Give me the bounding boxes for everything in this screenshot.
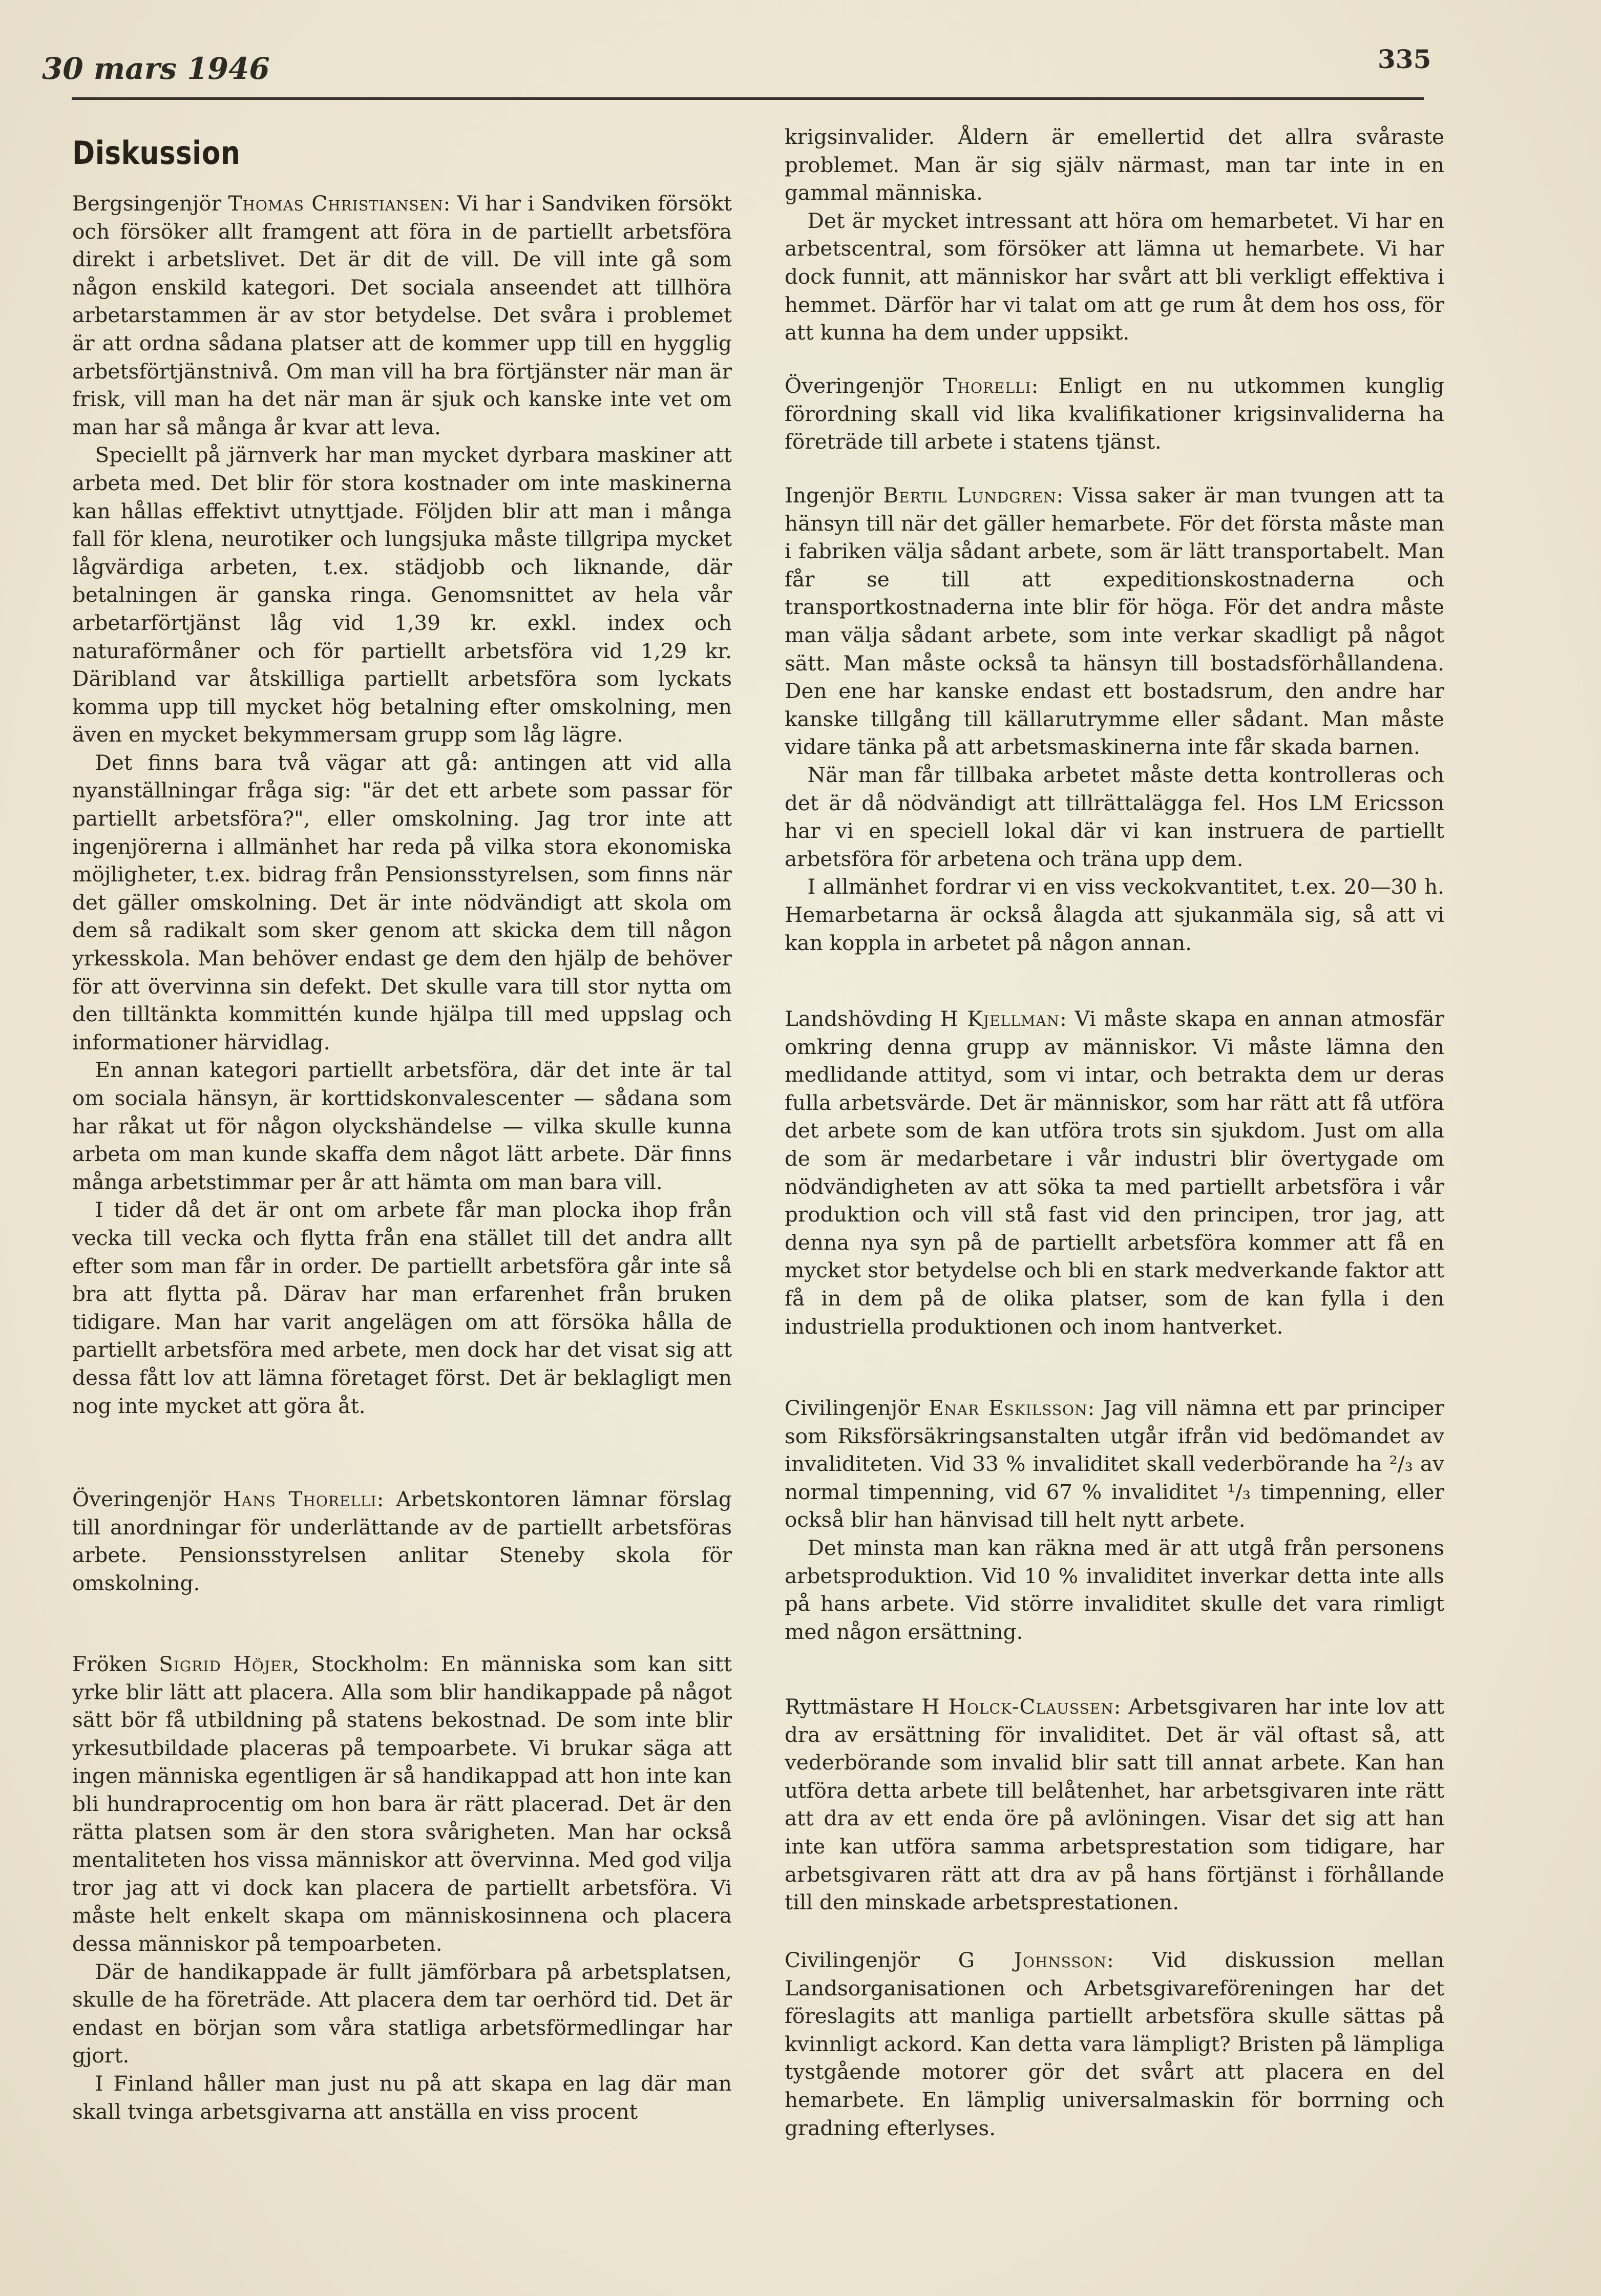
- speech-block: [785, 1005, 1444, 1340]
- speech-block: [785, 1394, 1444, 1646]
- speaker-name: Hans Thorelli: [223, 1487, 377, 1511]
- speaker-title: Överingenjör: [785, 373, 923, 398]
- speech-block: [72, 189, 732, 1420]
- speaker-name: Thorelli: [943, 373, 1031, 398]
- speech-text: Arbetskontoren lämnar förslag till anordningar för underlättande av de partiellt arbetsföras arbete. Pensionsstyrelsen anlitar Steneby skola för omskolning.: [72, 1487, 732, 1595]
- speaker-name: Sigrid Höjer: [159, 1652, 293, 1676]
- speaker-name: Enar Eskilsson: [928, 1396, 1088, 1420]
- speech-paragraph: När man får tillbaka arbetet måste detta kontrolleras och det är då nödvändigt att tillrättalägga fel. Hos LM Ericsson har vi en speciell lokal där vi kan instruera de partiellt arbetsföra för arbetena och träna upp dem.: [785, 762, 1444, 871]
- right-column: [785, 0, 1444, 2296]
- speaker-suffix: , Stockholm: [292, 1652, 423, 1676]
- speech-paragraph: Bergsingenjör Thomas Christiansen: Vi har i Sandviken försökt och försöker allt framgent att föra in de partiellt arbetsföra direkt i arbetslivet. Det är dit de vill. De vill inte gå som någon enskild kategori. Det sociala anseendet att tillhöra arbetarstammen är av stor betydelse. Det svåra i problemet är att ordna sådana platser att de kommer upp till en hygglig arbetsförtjänstnivå. Om man vill ha bra förtjänster när man är frisk, vill man ha det när man är sjuk och kanske inte vet om man har så många år kvar att leva.: [72, 191, 732, 439]
- speech-paragraph: Överingenjör Hans Thorelli: Arbetskontoren lämnar förslag till anordningar för underlättande av de partiellt arbetsföras arbete. Pensionsstyrelsen anlitar Steneby skola för omskolning.: [72, 1487, 732, 1595]
- speaker-title: Civilingenjör: [785, 1948, 920, 1972]
- speech-block: [785, 1693, 1444, 1916]
- speech-block: [785, 481, 1444, 957]
- speaker-title: Landshövding: [785, 1006, 933, 1031]
- speaker-name: H Kjellman: [940, 1006, 1060, 1031]
- speech-paragraph: Det finns bara två vägar att gå: antingen att vid alla nyanställningar fråga sig: "är det ett arbete som passar för partiellt arbetsföra?", eller omskolning. Jag tror inte att ingenjörerna i allmänhet har reda på vilka stora ekonomiska möjligheter, t.ex. bidrag från Pensionsstyrelsen, som finns när det gäller omskolning. Det är inte nödvändigt att skola om dem så radikalt som sker genom att skicka dem till någon yrkesskola. Man behöver endast ge dem den hjälp de behöver för att övervinna sin defekt. Det skulle vara till stor nytta om den tilltänkta kommittén kunde hjälpa till med uppslag och informationer härvidlag.: [72, 750, 732, 1055]
- speaker-name: Thomas Christiansen: [228, 191, 444, 216]
- speech-paragraph: krigsinvalider. Åldern är emellertid det allra svåraste problemet. Man är sig själv närmast, man tar inte in en gammal människa.: [785, 124, 1444, 205]
- speech-block: [785, 372, 1444, 456]
- speech-paragraph: I tider då det är ont om arbete får man plocka ihop från vecka till vecka och flytta från ena stället till det andra allt efter som man får in order. De partiellt arbetsföra går inte så bra att flytta på. Därav har man erfarenhet från bruken tidigare. Man har varit angelägen om att försöka hålla de partiellt arbetsföra med arbete, men dock har det visat sig att dessa fått lov att lämna företaget först. Det är beklagligt men nog inte mycket att göra åt.: [72, 1197, 732, 1418]
- speaker-title: Ingenjör: [785, 483, 874, 508]
- speech-text: Jag vill nämna ett par principer som Riksförsäkringsanstalten utgår ifrån vid bedömandet av invaliditeten. Vid 33 % invaliditet skall vederbörande ha ²/₃ av normal timpenning, vid 67 % invaliditet ¹/₃ timpenning, eller också blir han hänvisad till helt nytt arbete.: [785, 1396, 1444, 1532]
- speech-text: Vi måste skapa en annan atmosfär omkring denna grupp av människor. Vi måste lämna den medlidande attityd, som vi intar, och betrakta dem ur deras fulla arbetsvärde. Det är människor, som har rätt att få utföra det arbete som de kan utföra trots sin sjukdom. Just om alla de som är medarbetare i vår industri blir övertygade om nödvändigheten av att söka ta med partiellt arbetsföra i vår produktion och vill stå fast vid den principen, tror jag, att denna nya syn på de partiellt arbetsföra kommer att få en mycket stor betydelse och bli en stark medverkande faktor att få in dem på de olika platser, som de kan fylla i den industriella produktionen och inom hantverket.: [785, 1006, 1444, 1339]
- speaker-title: Ryttmästare: [785, 1694, 914, 1719]
- speech-paragraph: Ryttmästare H Holck-Claussen: Arbetsgivaren har inte lov att dra av ersättning för invaliditet. Det är väl oftast så, att vederbörande som invalid blir satt till annat arbete. Kan han utföra detta arbete till belåtenhet, har arbetsgivaren inte rätt att dra av ett enda öre på avlöningen. Visar det sig att han inte kan utföra samma arbetsprestation som tidigare, har arbetsgivaren rätt att dra av på hans förtjänst i förhållande till den minskade arbetsprestationen.: [785, 1694, 1444, 1915]
- speaker-name: G Johnsson: [958, 1948, 1107, 1972]
- speech-paragraph: Där de handikappade är fullt jämförbara på arbetsplatsen, skulle de ha företräde. Att placera dem tar oerhörd tid. Det är endast en början som våra statliga arbetsförmedlingar har gjort.: [72, 1959, 732, 2068]
- speaker-title: Fröken: [72, 1652, 148, 1676]
- header-date: 30 mars 1946: [42, 51, 270, 86]
- speech-paragraph: Civilingenjör Enar Eskilsson: Jag vill nämna ett par principer som Riksförsäkringsanstalten utgår ifrån vid bedömandet av invaliditeten. Vid 33 % invaliditet skall vederbörande ha ²/₃ av normal timpenning, vid 67 % invaliditet ¹/₃ timpenning, eller också blir han hänvisad till helt nytt arbete.: [785, 1396, 1444, 1532]
- speech-text: Vid diskussion mellan Landsorganisationen och Arbetsgivareföreningen har det föreslagits att manliga partiellt arbetsföra skulle sättas på kvinnligt ackord. Kan detta vara lämpligt? Bristen på lämpliga tystgående motorer gör det svårt att placera en del hemarbete. En lämplig universalmaskin för borrning och gradning efterlyses.: [785, 1948, 1444, 2140]
- speech-text: Vi har i Sandviken försökt och försöker allt framgent att föra in de partiellt arbetsföra direkt i arbetslivet. Det är dit de vill. De vill inte gå som någon enskild kategori. Det sociala anseendet att tillhöra arbetarstammen är av stor betydelse. Det svåra i problemet är att ordna sådana platser att de kommer upp till en hygglig arbetsförtjänstnivå. Om man vill ha bra förtjänster när man är frisk, vill man ha det när man är sjuk och kanske inte vet om man har så många år kvar att leva.: [72, 191, 732, 439]
- page-number: 335: [1378, 44, 1431, 74]
- speech-paragraph: Landshövding H Kjellman: Vi måste skapa en annan atmosfär omkring denna grupp av människor. Vi måste lämna den medlidande attityd, som vi intar, och betrakta dem ur deras fulla arbetsvärde. Det är människor, som har rätt att få utföra det arbete som de kan utföra trots sin sjukdom. Just om alla de som är medarbetare i vår industri blir övertygade om nödvändigheten av att söka ta med partiellt arbetsföra i vår produktion och vill stå fast vid den principen, tror jag, att denna nya syn på de partiellt arbetsföra kommer att få en mycket stor betydelse och bli en stark medverkande faktor att få in dem på de olika platser, som de kan fylla i den industriella produktionen och inom hantverket.: [785, 1006, 1444, 1339]
- speaker-title: Överingenjör: [72, 1487, 211, 1511]
- speech-paragraph: Det minsta man kan räkna med är att utgå från personens arbetsproduktion. Vid 10 % invaliditet inverkar detta inte alls på hans arbete. Vid större invaliditet skulle det vara rimligt med någon ersättning.: [785, 1535, 1444, 1644]
- speech-paragraph: Civilingenjör G Johnsson: Vid diskussion mellan Landsorganisationen och Arbetsgivareföreningen har det föreslagits att manliga partiellt arbetsföra skulle sättas på kvinnligt ackord. Kan detta vara lämpligt? Bristen på lämpliga tystgående motorer gör det svårt att placera en del hemarbete. En lämplig universalmaskin för borrning och gradning efterlyses.: [785, 1948, 1444, 2140]
- speech-paragraph: Speciellt på järnverk har man mycket dyrbara maskiner att arbeta med. Det blir för stora kostnader om inte maskinerna kan hållas effektivt utnyttjade. Följden blir att man i många fall för klena, neurotiker och lungsjuka måste tillgripa mycket lågvärdiga arbeten, t.ex. städjobb och liknande, där betalningen är ganska ringa. Genomsnittet av hela vår arbetarförtjänst låg vid 1,39 kr. exkl. index och naturaförmåner och för partiellt arbetsföra vid 1,29 kr. Däribland var åtskilliga partiellt arbetsföra som lyckats komma upp till mycket hög betalning efter omskolning, men även en mycket bekymmersam grupp som låg lägre.: [72, 443, 732, 747]
- speech-text: En människa som kan sitt yrke blir lätt att placera. Alla som blir handikappade på något sätt bör få utbildning på statens bekostnad. De som inte blir yrkesutbildade placeras på tempoarbete. Vi brukar säga att ingen människa egentligen är så handikappad att hon inte kan bli hundraprocentig om hon bara är rätt placerad. Det är den rätta platsen som är den stora svårigheten. Man har också mentaliteten hos vissa människor att övervinna. Med god vilja tror jag att vi dock kan placera de partiellt arbetsföra. Vi måste helt enkelt skapa om människosinnena och placera dessa människor på tempoarbeten.: [72, 1652, 732, 1956]
- speech-paragraph: Fröken Sigrid Höjer, Stockholm: En människa som kan sitt yrke blir lätt att placera. Alla som blir handikappade på något sätt bör få utbildning på statens bekostnad. De som inte blir yrkesutbildade placeras på tempoarbete. Vi brukar säga att ingen människa egentligen är så handikappad att hon inte kan bli hundraprocentig om hon bara är rätt placerad. Det är den rätta platsen som är den stora svårigheten. Man har också mentaliteten hos vissa människor att övervinna. Med god vilja tror jag att vi dock kan placera de partiellt arbetsföra. Vi måste helt enkelt skapa om människosinnena och placera dessa människor på tempoarbeten.: [72, 1652, 732, 1956]
- speech-block: [785, 1946, 1444, 2142]
- speech-text: Enligt en nu utkommen kunglig förordning skall vid lika kvalifikationer krigsinvaliderna ha företräde till arbete i statens tjänst.: [785, 373, 1444, 454]
- section-title: Diskussion: [72, 134, 241, 172]
- speech-text: Vissa saker är man tvungen att ta hänsyn till när det gäller hemarbete. För det första måste man i fabriken välja sådant arbete, som är lätt transportabelt. Man får se till att expeditionskostnaderna och transportkostnaderna inte blir för höga. För det andra måste man välja sådant arbete, som inte verkar skadligt på något sätt. Man måste också ta hänsyn till bostadsförhållandena. Den ene har kanske endast ett bostadsrum, den andre har kanske tillgång till källarutrymme eller sådant. Man måste vidare tänka på att arbetsmaskinerna inte får skada barnen.: [785, 483, 1445, 760]
- speech-paragraph: Det är mycket intressant att höra om hemarbetet. Vi har en arbetscentral, som försöker att lämna ut hemarbete. Vi har dock funnit, att människor har svårt att bli verkligt effektiva i hemmet. Därför har vi talat om att ge rum åt dem hos oss, för att kunna ha dem under uppsikt.: [785, 208, 1444, 345]
- speaker-title: Civilingenjör: [785, 1396, 920, 1420]
- speech-paragraph: Överingenjör Thorelli: Enligt en nu utkommen kunglig förordning skall vid lika kvalifikationer krigsinvaliderna ha företräde till arbete i statens tjänst.: [785, 373, 1444, 454]
- speech-block: [72, 1485, 732, 1597]
- speech-block: [785, 123, 1444, 347]
- speaker-title: Bergsingenjör: [72, 191, 222, 216]
- left-column: [72, 0, 732, 2296]
- speech-paragraph: Ingenjör Bertil Lundgren: Vissa saker är man tvungen att ta hänsyn till när det gäller hemarbete. För det första måste man i fabriken välja sådant arbete, som är lätt transportabelt. Man får se till att expeditionskostnaderna och transportkostnaderna inte blir för höga. För det andra måste man välja sådant arbete, som inte verkar skadligt på något sätt. Man måste också ta hänsyn till bostadsförhållandena. Den ene har kanske endast ett bostadsrum, den andre har kanske tillgång till källarutrymme eller sådant. Man måste vidare tänka på att arbetsmaskinerna inte får skada barnen.: [785, 483, 1445, 760]
- speaker-name: H Holck-Claussen: [921, 1694, 1114, 1719]
- speech-block: [72, 1650, 732, 2125]
- speech-text: Arbetsgivaren har inte lov att dra av ersättning för invaliditet. Det är väl oftast så, att vederbörande som invalid blir satt till annat arbete. Kan han utföra detta arbete till belåtenhet, har arbetsgivaren inte rätt att dra av ett enda öre på avlöningen. Visar det sig att han inte kan utföra samma arbetsprestation som tidigare, har arbetsgivaren rätt att dra av på hans förtjänst i förhållande till den minskade arbetsprestationen.: [785, 1694, 1444, 1915]
- speaker-name: Bertil Lundgren: [883, 483, 1057, 508]
- speech-paragraph: I allmänhet fordrar vi en viss veckokvantitet, t.ex. 20—30 h. Hemarbetarna är också ålagda att sjukanmäla sig, så att vi kan koppla in arbetet på någon annan.: [785, 874, 1444, 955]
- speech-paragraph: I Finland håller man just nu på att skapa en lag där man skall tvinga arbetsgivarna att anställa en viss procent: [72, 2071, 732, 2124]
- speech-paragraph: En annan kategori partiellt arbetsföra, där det inte är tal om sociala hänsyn, är korttidskonvalescenter — sådana som har råkat ut för någon olyckshändelse — vilka skulle kunna arbeta om man kunde skaffa dem något lätt arbete. Där finns många arbetstimmar per år att hämta om man bara vill.: [72, 1058, 732, 1194]
